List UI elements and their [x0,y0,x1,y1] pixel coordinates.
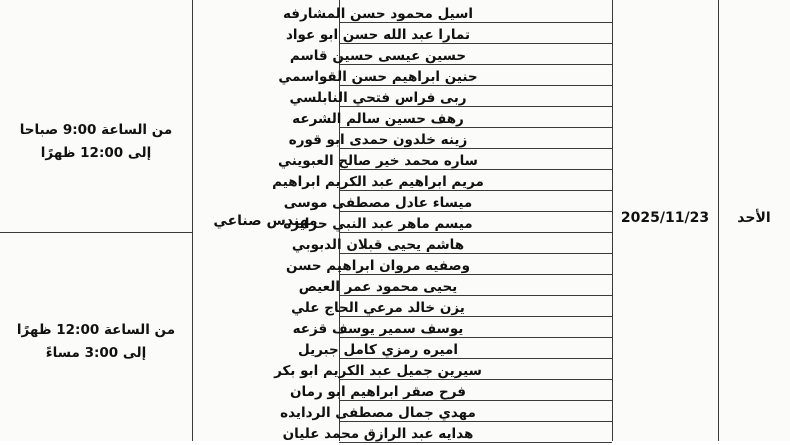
day-cell: الأحد [737,210,771,226]
session-1-time-start: من الساعة 9:00 صباحا [19,122,173,138]
session-2-time-end: إلى 3:00 مساءً [45,345,147,361]
student-name: مهدي جمال مصطفى الردايده [280,405,476,421]
student-name: ربى فراس فتحي النابلسي [289,90,467,106]
student-name: ساره محمد خير صالح العبويني [278,153,478,169]
student-name: وصفيه مروان ابراهيم حسن [285,258,471,274]
student-name: يوسف سمير يوسف قزعه [292,321,464,337]
student-name: ميسم ماهر عبد النبي حرايزه [283,216,473,232]
student-name: يزن خالد مرعي الحاج علي [291,300,465,316]
specialty-cell: مهندس صناعي [213,213,318,229]
student-name: تمارا عبد الله حسن ابو عواد [285,27,471,43]
student-name: مريم ابراهيم عبد الكريم ابراهيم [272,174,484,190]
session-divider [0,232,192,233]
student-name: هاشم يحيى قبلان الدبوبي [291,237,465,253]
session-2-time-start: من الساعة 12:00 ظهرًا [16,322,176,338]
student-name: يحيى محمود عمر العيص [298,279,458,295]
student-name: ميساء عادل مصطفى موسى [283,195,473,211]
student-name: اسيل محمود حسن المشارفه [282,6,474,22]
student-name: فرح صقر ابراهيم ابو رمان [290,384,466,400]
student-name: حسين عيسى حسين قاسم [289,48,467,64]
session-1-time-end: إلى 12:00 ظهرًا [40,145,152,161]
student-name: هدايه عبد الرازق محمد عليان [282,426,474,442]
date-cell: 2025/11/23 [620,210,710,226]
student-name: اميره رمزي كامل جبريل [298,342,458,358]
student-name: سيرين جميل عبد الكريم ابو بكر [274,363,482,379]
student-name: زينه خلدون حمدى ابو قوره [288,132,468,148]
student-name: حنين ابراهيم حسن القواسمي [278,69,478,85]
student-name: رهف حسين سالم الشرعه [292,111,464,127]
